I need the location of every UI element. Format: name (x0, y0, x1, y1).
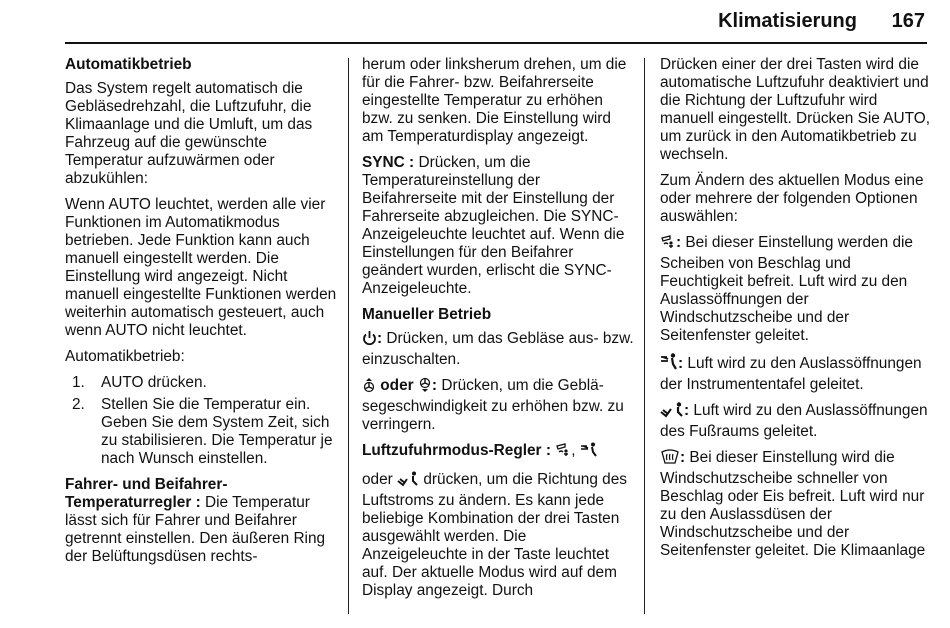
fan-down-icon (418, 377, 432, 398)
step-text: Stellen Sie die Temperatur ein. Geben Sie dem System Zeit, sich zu stabilisieren. Die Temperatur je nach Wunsch einstellen. (101, 396, 333, 467)
paragraph (660, 234, 932, 345)
steps-list (65, 374, 337, 468)
colon: : (377, 330, 383, 347)
paragraph (362, 442, 634, 463)
section-title: Klimatisierung (718, 10, 857, 32)
defrost-icon (660, 449, 680, 470)
floor-vent-icon (660, 402, 684, 423)
oder-text: oder (380, 377, 414, 394)
term-airflow-mode: Luftzufuhrmodus-Regler : (362, 442, 551, 459)
header-rule (65, 42, 927, 44)
term-temperature-control: Fahrer- und Beifahrer-Temperaturregler : (65, 476, 228, 511)
floor-vent-icon (397, 471, 419, 492)
panel-vent-icon (580, 442, 598, 463)
colon: : (684, 402, 690, 419)
defog-mode-icon (660, 234, 676, 255)
power-icon (362, 330, 377, 351)
paragraph (362, 377, 634, 434)
paragraph (362, 471, 634, 600)
paragraph: Zum Ändern des aktuellen Modus eine oder mehrere der folgenden Optionen auswählen: (660, 172, 924, 225)
panel-vent-icon (660, 353, 678, 376)
paragraph-text: Bei dieser Einstellung werden die Scheiben von Beschlag und Feuchtigkeit befreit. Luft wird zu den Auslassöffnungen der Windschutzscheibe und der Seitenfenster geleitet. (660, 234, 913, 344)
defog-mode-icon (555, 442, 571, 463)
comma: , (571, 442, 576, 459)
column-3 (660, 56, 932, 568)
column-divider-1 (348, 58, 349, 614)
page-header (65, 10, 927, 42)
paragraph-text: Luft wird zu den Auslassöffnungen der Instrumententafel geleitet. (660, 355, 922, 393)
paragraph (660, 449, 932, 560)
paragraph-text: Drücken, um das Gebläse aus- bzw. einzuschalten. (362, 330, 634, 368)
paragraph: Das System regelt automatisch die Gebläsedrehzahl, die Luftzufuhr, die Klimaanlage und die Umluft, um das Fahrzeug auf die gewünschte Temperatur aufzuwärmen oder abzukühlen: (65, 80, 313, 187)
list-item (65, 374, 337, 392)
column-divider-2 (644, 58, 645, 614)
colon: : (676, 234, 682, 251)
paragraph: Drücken einer der drei Tasten wird die automatische Luftzufuhr deaktiviert und die Richtung der Luftzufuhr wird manuell eingestellt. Drücken Sie AUTO, um zurück in den Automatikbetrieb zu wechseln. (660, 56, 931, 163)
paragraph: Automatikbetrieb: (65, 348, 185, 365)
heading-manueller-betrieb: Manueller Betrieb (362, 306, 492, 323)
paragraph (362, 330, 634, 369)
page-number: 167 (891, 10, 925, 32)
paragraph-text: Bei dieser Einstellung wird die Windschutzscheibe schneller von Beschlag oder Eis befreit. Luft wird nur zu den Auslassdüsen der Windschutzscheibe und der Seitenfenster geleitet. Die Klimaanlage (660, 449, 926, 559)
column-1 (65, 56, 337, 574)
paragraph (65, 476, 337, 566)
paragraph (660, 402, 932, 441)
heading-automatikbetrieb: Automatikbetrieb (65, 56, 192, 73)
colon: : (680, 449, 686, 466)
paragraph-text: Drücken, um die Geblä- segeschwindigkeit zu erhöhen bzw. zu verringern. (362, 377, 624, 433)
paragraph-text: Drücken, um die Temperatureinstellung der Beifahrerseite mit der Einstellung der Fahrerseite abzugleichen. Die SYNC-Anzeigeleuchte leuchtet auf. Wenn die Einstellungen für den Beifahrer geändert wurden, erlischt die SYNC-Anzeigeleuchte. (362, 154, 625, 297)
paragraph: Wenn AUTO leuchtet, werden alle vier Funktionen im Automatikmodus betrieben. Jede Funktion kann auch manuell eingestellt werden. Die Einstellung wird angezeigt. Nicht manuell eingestellte Funktionen werden weiterhin automatisch gesteuert, auch wenn AUTO nicht leuchtet. (65, 196, 337, 339)
paragraph-text: Die Temperatur lässt sich für Fahrer und Beifahrer getrennt einstellen. Den äußeren Ring der Belüftungsdüsen rechts- (65, 494, 326, 565)
paragraph-text: Luft wird zu den Auslassöffnungen des Fußraums geleitet. (660, 402, 928, 440)
paragraph: herum oder linksherum drehen, um die für die Fahrer- bzw. Beifahrerseite eingestellte Temperatur zu erhöhen bzw. zu senken. Die Einstellung wird am Temperaturdisplay angezeigt. (362, 56, 627, 145)
term-sync: SYNC : (362, 154, 415, 171)
step-text: AUTO drücken. (101, 374, 207, 391)
paragraph (362, 154, 634, 298)
column-2 (362, 56, 634, 608)
paragraph-text: drücken, um die Richtung des Luftstroms zu ändern. Es kann jede beliebige Kombination der drei Tasten ausgewählt werden. Die Anzeigeleuchte in der Taste leuchtet auf. Der aktuelle Modus wird auf dem Display angezeigt. Durch (362, 471, 627, 599)
paragraph (660, 353, 932, 394)
oder-text: oder (362, 471, 393, 488)
step-number: 1. (72, 374, 85, 391)
fan-up-icon (362, 377, 376, 398)
colon: : (678, 355, 684, 372)
step-number: 2. (72, 396, 85, 413)
colon: : (431, 377, 438, 394)
list-item (65, 396, 337, 468)
